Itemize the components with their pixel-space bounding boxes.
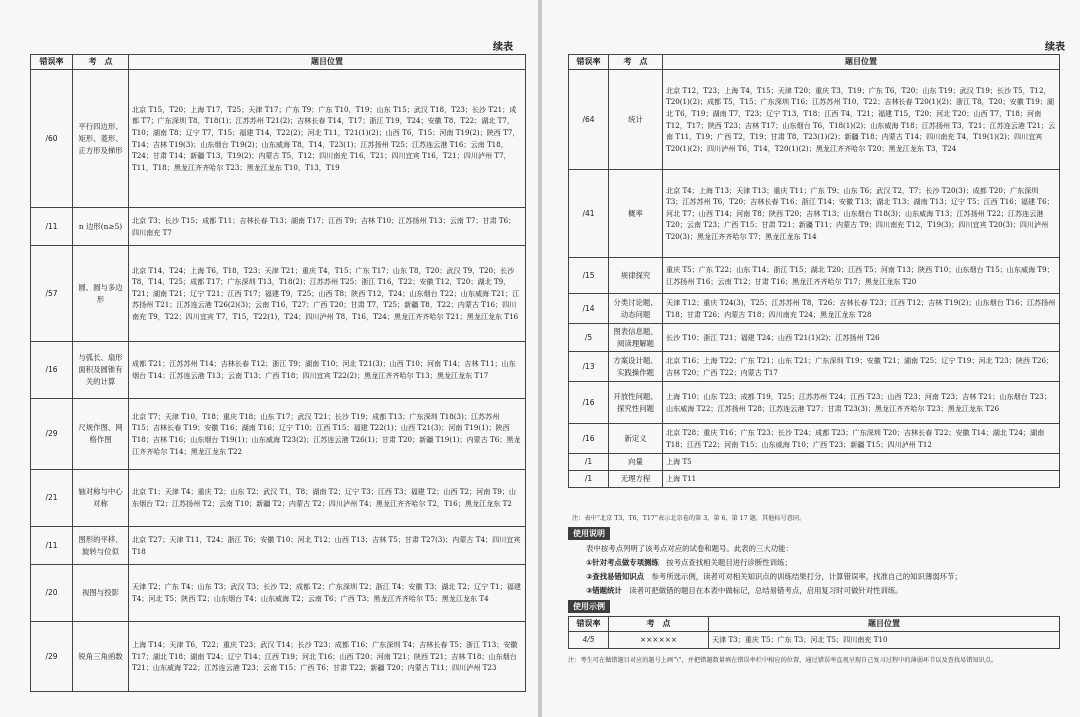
right-table: [568, 54, 1060, 488]
usage-item-body: 读者可把做错的题目在本表中做标记，总结易错考点，启用复习时可做针对性训练。: [629, 586, 903, 595]
table-row: [31, 527, 526, 565]
header-topic: 考 点: [73, 55, 129, 70]
row-positions: 北京 T1；天津 T4；重庆 T2；山东 T2；武汉 T1，T8；湖南 T2；辽宁 T3；江西 T3；福建 T2；山西 T2；河南 T9；山东烟台 T2；江苏扬州 T2；云南 T10；新疆 T2；内蒙古 T2；四川泸州 T4；黑龙江齐齐哈尔 T2，T16；黑龙江龙东 T2: [129, 470, 526, 527]
row-topic: n 边形(n≥5): [73, 208, 129, 246]
row-rate: /15: [569, 258, 609, 294]
row-rate: /13: [569, 352, 609, 382]
table-row: [31, 342, 526, 399]
row-rate: /11: [31, 527, 73, 565]
row-rate: /41: [569, 170, 609, 258]
row-topic: 方案设计题、实践操作题: [609, 352, 663, 382]
row-positions: 北京 T27；天津 T11，T24；浙江 T6；安徽 T10；河北 T12；山西 T13；吉林 T5；甘肃 T27(3)；内蒙古 T4；四川宜宾 T18: [129, 527, 526, 565]
row-topic: 概率: [609, 170, 663, 258]
header-rate: 错误率: [31, 55, 73, 70]
header-positions: 题目位置: [709, 617, 1060, 632]
table-row: [569, 324, 1060, 352]
row-rate: /60: [31, 70, 73, 208]
example-positions: 天津 T3；重庆 T5；广东 T3；河北 T5；四川南充 T10: [709, 632, 1060, 649]
row-rate: /1: [569, 471, 609, 488]
row-rate: /20: [31, 565, 73, 622]
example-heading: 使用示例: [568, 600, 610, 613]
usage-item-title: ②查找易错知识点: [586, 572, 644, 581]
row-positions: 北京 T28；重庆 T16；广东 T23；长沙 T24；成都 T23；广东深圳 T20；吉林长春 T22；安徽 T14；湖北 T24；湖南 T18；江西 T22；河南 T15；山东威海 T10；广西 T23；新疆 T15；四川泸州 T12: [663, 424, 1060, 454]
row-topic: 锐角三角函数: [73, 622, 129, 692]
table-row: [569, 70, 1060, 170]
row-rate: /57: [31, 246, 73, 342]
usage-item-title: ③错题统计: [586, 586, 622, 595]
left-page: [0, 0, 538, 717]
row-topic: 分类讨论题、动态问题: [609, 294, 663, 324]
row-positions: 成都 T21；江苏苏州 T14；吉林长春 T12；浙江 T9；湖南 T10；河北 T21(3)；山西 T10；河南 T14；吉林 T11；山东烟台 T14；江苏连云港 T13；云南 T13；广西 T18；四川宜宾 T22(2)；黑龙江齐齐哈尔 T13；黑龙江龙东 T17: [129, 342, 526, 399]
row-rate: /16: [569, 424, 609, 454]
row-positions: 重庆 T5；广东 T22；山东 T14；浙江 T15；湖北 T20；江西 T5；河南 T13；陕西 T10；山东烟台 T15；山东威海 T9；江苏扬州 T16；云南 T12；甘肃 T16；黑龙江齐齐哈尔 T17；黑龙江龙东 T20: [663, 258, 1060, 294]
table-row: [569, 424, 1060, 454]
row-positions: 长沙 T10；浙江 T21；福建 T24；山西 T21(1)(2)；江苏扬州 T26: [663, 324, 1060, 352]
row-positions: 上海 T10；山东 T23；成都 T19，T25；江苏苏州 T24；江西 T23；山西 T23；河南 T23；吉林 T21；山东烟台 T23；山东威海 T22；江苏扬州 T28；江苏连云港 T27；甘肃 T23(3)；黑龙江齐齐哈尔 T23；黑龙江龙东 T26: [663, 382, 1060, 424]
table-row: [569, 258, 1060, 294]
row-rate: /11: [31, 208, 73, 246]
row-positions: 天津 T12；重庆 T24(3)，T25；江苏苏州 T8，T26；吉林长春 T23；江西 T12；吉林 T19(2)；山东烟台 T16；江苏扬州 T18；甘肃 T26；内蒙古 T18；四川南充 T24；黑龙江龙东 T28: [663, 294, 1060, 324]
row-positions: 上海 T14；天津 T6，T22；重庆 T23；武汉 T14；长沙 T23；成都 T16；广东深圳 T4；吉林长春 T5；浙江 T13；安徽 T17；湖北 T18；湖南 T24；辽宁 T14；江西 T19；河北 T16；山西 T20；河南 T21；陕西 T21；吉林 T18；山东烟台 T21；山东威海 T22；江苏连云港 T23；云南 T15；广西 T6；甘肃 T22；新疆 T20；内蒙古 T11；四川泸州 T23: [129, 622, 526, 692]
row-positions: 北京 T3；长沙 T15；成都 T11；吉林长春 T13；湖南 T17；江西 T9；吉林 T10；江苏扬州 T13；云南 T7；甘肃 T6；四川南充 T7: [129, 208, 526, 246]
row-topic: 尺规作图、网格作图: [73, 399, 129, 470]
row-rate: /14: [569, 294, 609, 324]
continued-label-right: 续表: [1045, 42, 1065, 53]
row-positions: 上海 T11: [663, 471, 1060, 488]
example-row: [569, 632, 1060, 649]
usage-item-body: 按考点查找相关题目进行诊断性训练；: [666, 558, 792, 567]
usage-item: [586, 556, 1056, 570]
row-topic: 无理方程: [609, 471, 663, 488]
row-rate: /29: [31, 622, 73, 692]
table-note: 注：表中“北京 T3，T6，T17”表示北京卷的第 3，第 6，第 17 题，其他标号意同。: [572, 515, 806, 522]
row-positions: 北京 T7；天津 T10，T18；重庆 T18；山东 T17；武汉 T21；长沙 T19；成都 T13；广东深圳 T18(3)；江苏苏州 T15；吉林长春 T19；安徽 T16；湖南 T16；辽宁 T10；江西 T15；福建 T22(1)；山西 T21(3)；河南 T19(1)；陕西 T18；吉林 T16；山东烟台 T19(1)；山东威海 T23(2)；江苏连云港 T26(1)；甘肃 T20；新疆 T19(1)；内蒙古 T6；黑龙江齐齐哈尔 T14；黑龙江龙东 T22: [129, 399, 526, 470]
row-topic: 视图与投影: [73, 565, 129, 622]
usage-intro: 表中按考点列明了该考点对应的试卷和题号。此表的三大功能：: [586, 544, 793, 553]
table-row: [31, 208, 526, 246]
table-row: [569, 454, 1060, 471]
header-positions: 题目位置: [663, 55, 1060, 70]
right-page: [542, 0, 1080, 717]
row-topic: 与弧长、扇形面积及圆锥有关的计算: [73, 342, 129, 399]
example-table: [568, 616, 1060, 649]
example-rate: 4/5: [569, 632, 609, 649]
table-row: [569, 352, 1060, 382]
header-topic: 考 点: [609, 55, 663, 70]
row-positions: 北京 T15，T20；上海 T17，T25；天津 T17；广东 T9；广东 T10，T19；山东 T15；武汉 T18，T23；长沙 T21；成都 T7；广东深圳 T8，T18(1)；江苏苏州 T21(2)；吉林长春 T14，T17；浙江 T19，T24；安徽 T8，T22；湖北 T7，T10；湖南 T8；辽宁 T7，T15；福建 T14，T22(2)；河北 T11，T21(1)(2)；山西 T6，T15；河南 T19(2)；陕西 T7，T14；吉林 T19(3)；山东烟台 T19(2)；山东威海 T8，T14，T23(1)；江苏扬州 T25；江苏连云港 T16；云南 T18，T24；甘肃 T14；新疆 T13，T19(2)；内蒙古 T5，T12；四川南充 T16，T21；四川宜宾 T16，T21；四川泸州 T7，T11，T18；黑龙江齐齐哈尔 T23；黑龙江龙东 T10，T13，T19: [129, 70, 526, 208]
row-topic: 平行四边形、矩形、菱形、正方形及梯形: [73, 70, 129, 208]
example-header: [569, 617, 1060, 632]
row-positions: 北京 T4；上海 T13；天津 T13；重庆 T11；广东 T9；山东 T6；武汉 T2，T7；长沙 T20(3)；成都 T20；广东深圳 T3；江苏苏州 T6，T20；吉林长春 T16；浙江 T14；安徽 T13；湖北 T13；湖南 T13；辽宁 T5；江西 T16；福建 T6；河北 T7；山西 T14；河南 T8；陕西 T20；吉林 T13；山东烟台 T18(3)；山东威海 T13；江苏扬州 T22；江苏连云港 T20；云南 T23；广西 T15；甘肃 T21；新疆 T11；内蒙古 T9；四川南充 T12，T19(3)；四川宜宾 T20(3)；四川泸州 T20(3)；黑龙江齐齐哈尔 T7；黑龙江龙东 T14: [663, 170, 1060, 258]
table-row: [569, 382, 1060, 424]
left-table: [30, 54, 526, 692]
header-rate: 错误率: [569, 617, 609, 632]
usage-item-body: 参考所选示例，读者可对相关知识点的训练结果打分，计算错误率，找准自己的知识薄弱环节；: [651, 572, 962, 581]
row-rate: /29: [31, 399, 73, 470]
row-topic: 新定义: [609, 424, 663, 454]
row-positions: 天津 T2；广东 T4；山东 T3；武汉 T3；长沙 T2；成都 T2；广东深圳 T2；浙江 T4；安徽 T3；湖北 T2；辽宁 T1；福建 T4；河北 T5；陕西 T2；山东烟台 T4；山东威海 T2；云南 T6；广西 T3；黑龙江齐齐哈尔 T5；黑龙江龙东 T4: [129, 565, 526, 622]
table-row: [31, 246, 526, 342]
table-row: [569, 170, 1060, 258]
row-topic: 规律探究: [609, 258, 663, 294]
table-row: [569, 471, 1060, 488]
row-rate: /64: [569, 70, 609, 170]
table-row: [31, 470, 526, 527]
usage-heading: 使用说明: [568, 527, 610, 540]
table-row: [31, 399, 526, 470]
table-row: [31, 565, 526, 622]
row-topic: 统计: [609, 70, 663, 170]
row-topic: 轴对称与中心对称: [73, 470, 129, 527]
header-topic: 考 点: [609, 617, 709, 632]
row-rate: /16: [569, 382, 609, 424]
row-positions: 北京 T16；上海 T22；广东 T21；山东 T21；广东深圳 T19；安徽 T21；湖南 T25；辽宁 T19；河北 T23；陕西 T26；吉林 T20；广西 T22；内蒙古 T17: [663, 352, 1060, 382]
row-topic: 圆、圆与多边形: [73, 246, 129, 342]
row-topic: 图表信息题、阅读理解题: [609, 324, 663, 352]
row-rate: /21: [31, 470, 73, 527]
row-rate: /16: [31, 342, 73, 399]
row-rate: /5: [569, 324, 609, 352]
table-row: [31, 622, 526, 692]
continued-label-left: 续表: [493, 42, 513, 53]
row-rate: /1: [569, 454, 609, 471]
header-rate: 错误率: [569, 55, 609, 70]
example-note: 注：考生可在做错题目对应的题号上画“\”，并把错题数量填在错误率栏中相应的位置，通过错误率直观呈现自己复习过程中的薄弱环节以及查找易错知识点。: [568, 657, 998, 664]
usage-item-title: ①针对考点做专项测练: [586, 558, 659, 567]
table-header: [569, 55, 1060, 70]
row-topic: 开放性问题、探究性问题: [609, 382, 663, 424]
header-positions: 题目位置: [129, 55, 526, 70]
table-row: [569, 294, 1060, 324]
row-positions: 北京 T12，T23；上海 T4，T15；天津 T20；重庆 T3，T19；广东 T6，T20；山东 T19；武汉 T19；长沙 T5，T12，T20(1)(2)；成都 T5，T15；广东深圳 T16；江苏苏州 T10，T22；吉林长春 T20(1)(2)；浙江 T8，T20；安徽 T19；湖北 T6，T19；湖南 T7，T23；辽宁 T13，T18；江西 T4，T21；福建 T15，T20；河北 T20；山西 T7，T18；河南 T12，T17；陕西 T23；吉林 T17；山东烟台 T6，T18(1)(2)；山东威海 T18；江苏扬州 T3，T21；江苏连云港 T21；云南 T11，T19；广西 T2，T19；甘肃 T8，T23(1)(2)；新疆 T18；内蒙古 T14；四川南充 T4，T19(1)(2)；四川宜宾 T20(1)(2)；四川泸州 T6，T14，T20(1)(2)；黑龙江齐齐哈尔 T20；黑龙江龙东 T3，T24: [663, 70, 1060, 170]
row-topic: 向量: [609, 454, 663, 471]
row-positions: 北京 T14，T24；上海 T6，T18，T23；天津 T21；重庆 T4，T15；广东 T17；山东 T8，T20；武汉 T9，T20；长沙 T8，T14，T25；成都 T17；广东深圳 T13，T18(2)；江苏苏州 T25；浙江 T16，T22；安徽 T12，T20；湖北 T9，T21；湖南 T21；辽宁 T21；江西 T17；福建 T9，T25；山西 T8；陕西 T12，T24；山东烟台 T22；山东威海 T21；江苏扬州 T21；江苏连云港 T26(2)(3)；云南 T16，T27；广西 T20；甘肃 T7，T25；新疆 T8，T22；内蒙古 T16；四川南充 T9，T22；四川宜宾 T7，T15，T22(1)，T24；四川泸州 T8，T16，T24；黑龙江齐齐哈尔 T21；黑龙江龙东 T16: [129, 246, 526, 342]
table-header: [31, 55, 526, 70]
row-positions: 上海 T5: [663, 454, 1060, 471]
row-topic: 图形的平移、旋转与位似: [73, 527, 129, 565]
example-topic: ××××××: [609, 632, 709, 649]
usage-item: [586, 584, 1056, 598]
table-row: [31, 70, 526, 208]
usage-item: [586, 570, 1056, 584]
